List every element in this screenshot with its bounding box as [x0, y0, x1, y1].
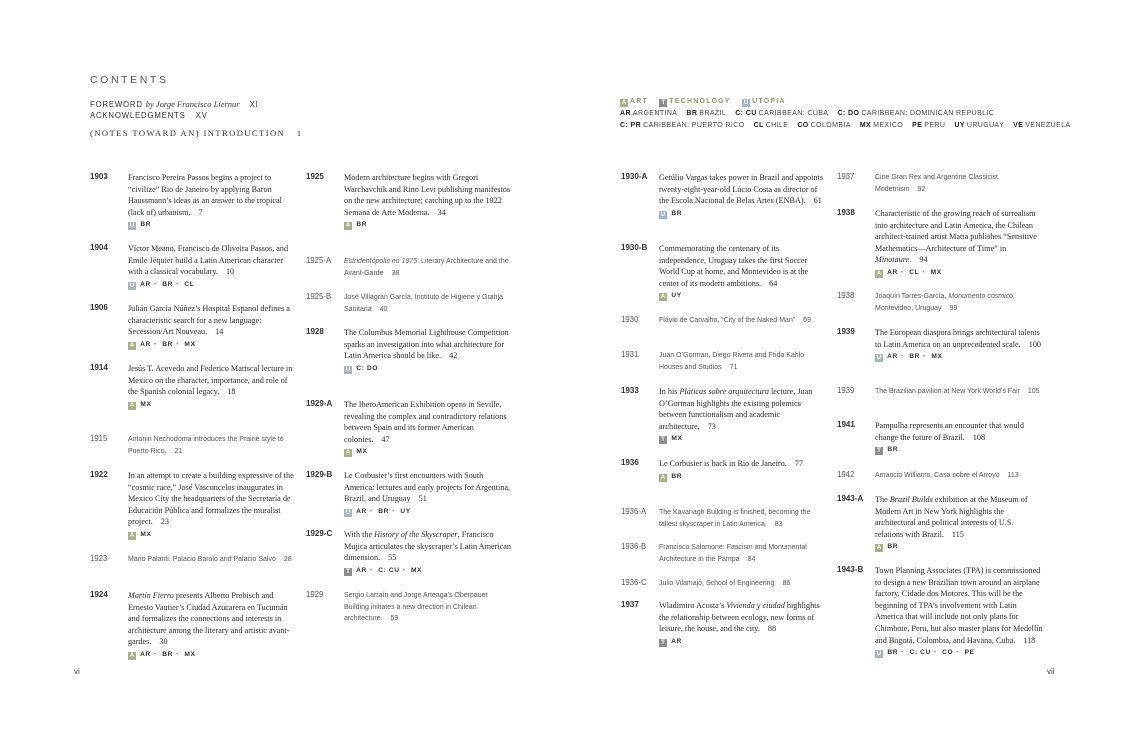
- introduction-line[interactable]: [90, 128, 302, 138]
- entry-page-number: 40: [379, 305, 388, 313]
- country-tag: BR: [885, 543, 899, 551]
- entry-title: The IberoAmerican Exhibition opens in Seville, revealing the complex and contradictory relations between Spain and its former American colonies. 47 A MX: [344, 399, 512, 457]
- entry-year: 1903: [90, 172, 108, 181]
- country-tag: BR: [906, 353, 920, 361]
- introduction-page: 1: [296, 128, 303, 138]
- country-tag: UY: [669, 292, 682, 300]
- entry-italic-title: Monumento cósmico: [948, 293, 1013, 300]
- legend-country-name: CARIBBEAN: CUBA: [758, 110, 829, 117]
- entry-title: The Brazil Builds exhibition at the Museum of Modern Art in New York highlights the architectural and political interests of U.S. relations with Brazil. 115 A BR: [875, 494, 1043, 552]
- entry-italic-title: Brazil Builds: [889, 495, 933, 504]
- entry-tags: [875, 268, 1043, 278]
- entry-tags: [875, 648, 1043, 658]
- foreword-page: XI: [249, 100, 259, 109]
- entry-year: 1936: [621, 458, 639, 467]
- art-icon: A: [129, 651, 135, 659]
- country-tag: MX: [928, 268, 942, 276]
- country-legend-row-1: [620, 110, 1003, 117]
- tag-separator: •: [901, 649, 905, 657]
- entry-tags: [128, 650, 296, 660]
- entry-title: The Columbus Memorial Lighthouse Competition sparks an investigation into what architecture for Latin America should be like. 42 U C: DO: [344, 327, 512, 374]
- country-tag: MX: [354, 448, 368, 456]
- country-tag: MX: [138, 530, 152, 538]
- utopia-icon: U: [876, 354, 882, 362]
- page-number-right: vii: [1047, 667, 1055, 676]
- utopia-icon: U: [345, 508, 351, 516]
- entry-title: Francisco Salamone: Fascism and Monumental Architecture in the Pampa 84: [659, 544, 807, 563]
- art-icon: A: [660, 473, 666, 481]
- entry-tags: [659, 291, 827, 301]
- art-icon: A: [621, 99, 627, 106]
- entry-tags: [344, 447, 512, 457]
- entry-tags: [344, 507, 512, 517]
- entry-title: Pampulha represents an encounter that would change the future of Brazil. 108 T BR: [875, 420, 1043, 455]
- entry-year: 1906: [90, 303, 108, 312]
- entry-year: 1937: [837, 172, 855, 181]
- introduction-label: (NOTES TOWARD AN) INTRODUCTION: [90, 128, 286, 138]
- legend-country-name: URUGUAY: [966, 122, 1005, 129]
- entry-page-number: 18: [227, 387, 236, 397]
- utopia-icon: U: [345, 365, 351, 373]
- entry-tags: [659, 472, 827, 482]
- entry-page-number: 61: [813, 196, 822, 206]
- entry-tags: [659, 434, 827, 444]
- tag-separator: •: [900, 353, 904, 361]
- entry-title: Antonin Nechodoma introduces the Prairie style to Puerto Rico. 21: [128, 436, 284, 455]
- legend-country-name: VENEZUELA: [1025, 122, 1071, 129]
- entry-tags: [344, 220, 512, 230]
- entry-tags: [128, 280, 296, 290]
- tag-separator: •: [369, 507, 373, 515]
- country-tag: MX: [669, 435, 683, 443]
- legend-country: [620, 122, 745, 129]
- tag-separator: •: [176, 340, 179, 348]
- legend-country: [797, 122, 850, 129]
- country-tag: PE: [962, 649, 975, 657]
- entry-page-number: 7: [198, 207, 203, 217]
- foreword-label: FOREWORD: [90, 100, 143, 109]
- entry-page-number: 10: [225, 267, 235, 277]
- art-icon: A: [876, 269, 882, 277]
- entry-page-number: 38: [391, 269, 400, 277]
- entry-year: 1939: [837, 327, 855, 336]
- acknowledgments-label: ACKNOWLEDGMENTS: [90, 111, 186, 120]
- entry-italic-title: Vivienda y ciudad: [726, 601, 785, 610]
- legend-country-name: COLOMBIA: [810, 122, 851, 129]
- legend-utopia: UTOPIA: [752, 98, 786, 105]
- entry-tags: [875, 352, 1043, 362]
- entry-page-number: 88: [767, 624, 777, 634]
- entry-page-number: 51: [418, 494, 427, 504]
- country-legend-row-2: [620, 122, 1080, 129]
- entry-page-number: 83: [774, 520, 783, 528]
- entry-year: 1925-B: [306, 292, 332, 301]
- utopia-icon: U: [129, 281, 135, 289]
- acknowledgments-line[interactable]: [90, 111, 208, 120]
- entry-page-number: 23: [160, 517, 169, 527]
- entry-year: 1943-B: [837, 565, 864, 574]
- entry-page-number: 94: [919, 255, 928, 265]
- entry-year: 1943-A: [837, 494, 864, 503]
- entry-italic-title: Pláticas sobre arquitectura: [679, 387, 769, 396]
- entry-year: 1929-A: [306, 399, 333, 408]
- entry-title: Sergio Larraín and Jorge Arteaga’s Oberpauer Building initiates a new direction in Chilean architecture. 59: [344, 592, 488, 623]
- country-tag: AR: [885, 353, 898, 361]
- country-tag: AR: [138, 280, 151, 288]
- entry-page-number: 55: [388, 553, 397, 563]
- entry-year: 1936-A: [621, 507, 647, 516]
- entry-page-number: 73: [707, 421, 716, 431]
- legend-country: [860, 122, 903, 129]
- country-tag: AR: [138, 340, 151, 348]
- country-tag: C: CU: [375, 566, 400, 574]
- entry-title: Juan O’Gorman, Diego Rivera and Frida Kahlo Houses and Studios 71: [659, 352, 805, 371]
- art-icon: A: [345, 222, 351, 230]
- utopia-icon: U: [743, 99, 749, 106]
- tag-separator: •: [153, 340, 157, 348]
- entry-title: Flávio de Carvalho, “City of the Naked Man” 69: [659, 317, 811, 324]
- art-icon: A: [876, 544, 882, 552]
- entry-page-number: 118: [1023, 635, 1036, 645]
- entry-year: 1938: [837, 208, 855, 217]
- tag-separator: •: [176, 650, 179, 658]
- entry-year: 1933: [621, 386, 639, 395]
- entry-title: In his Pláticas sobre arquitectura lecture, Juan O’Gorman highlights the existing polemics between functionalism and academic architecture. 73 T MX: [659, 386, 827, 444]
- legend-country-code: UY: [954, 122, 965, 129]
- tag-separator: •: [402, 566, 406, 574]
- entry-page-number: 105: [1027, 388, 1040, 395]
- technology-icon: T: [344, 568, 352, 576]
- entry-page-number: 108: [972, 432, 986, 442]
- art-icon: A: [129, 531, 135, 539]
- contents-title: CONTENTS: [90, 74, 169, 86]
- entry-year: 1937: [621, 600, 639, 609]
- foreword-line[interactable]: [90, 99, 259, 109]
- legend-country-name: CARIBBEAN: PUERTO RICO: [643, 122, 745, 129]
- entry-title: With the History of the Skyscraper, Francisco Mujica articulates the skyscraper’s Latin American dimension. 55 T AR • C: CU • MX: [344, 530, 511, 575]
- country-tag: MX: [181, 340, 196, 348]
- entry-year: 1924: [90, 590, 108, 599]
- entry-page-number: 42: [449, 351, 458, 361]
- technology-icon: T: [875, 447, 883, 455]
- entry-page-number: 64: [769, 278, 778, 288]
- entry-year: 1939: [837, 386, 855, 395]
- art-icon: A: [660, 293, 666, 301]
- entry-title: Mario Palanti: Palacio Barolo and Palacio Salvo 28: [128, 556, 292, 563]
- entry-year: 1925-A: [306, 256, 332, 265]
- tag-separator: •: [153, 650, 157, 658]
- country-tag: AR: [669, 637, 682, 645]
- country-tag: MX: [408, 566, 423, 574]
- entry-title: José Villagrán García, Instituto de Higiene y Granja Sanitaria 40: [344, 294, 504, 313]
- entry-title: Martín Fierro presents Alberto Prebisch and Ernesto Vautier’s Ciudad Azucarera en Tucumán and formalizes the connections and interests in architecture among the literary and artistic avant-gardes. 30 A AR • BR • MX: [128, 590, 296, 660]
- technology-icon: T: [659, 639, 667, 647]
- tag-separator: •: [922, 268, 926, 276]
- entry-title: Le Corbusier’s first encounters with South America: lectures and early projects for Argentina, Brazil, and Uruguay 51 U AR • BR • UY: [344, 471, 511, 516]
- entry-year: 1936-C: [621, 578, 647, 587]
- entry-page-number: 84: [747, 555, 756, 563]
- legend-technology: TECHNOLOGY: [669, 98, 731, 105]
- country-tag: CO: [939, 649, 954, 657]
- legend-country-code: BR: [686, 110, 698, 117]
- country-tag: BR: [159, 650, 173, 658]
- entry-year: 1942: [837, 470, 855, 479]
- legend-country-code: C: CU: [735, 110, 757, 117]
- country-tag: BR: [354, 221, 368, 229]
- entry-page-number: 92: [917, 185, 926, 193]
- country-tag: BR: [138, 221, 152, 229]
- entry-tags: [875, 542, 1043, 552]
- entry-year: 1938: [837, 291, 855, 300]
- entry-tags: [128, 400, 296, 410]
- legend-country-code: VE: [1013, 122, 1024, 129]
- entry-tags: [659, 637, 827, 647]
- country-tag: MX: [138, 400, 152, 408]
- legend-country: [686, 110, 726, 117]
- legend-country: [912, 122, 945, 129]
- tag-separator: •: [900, 268, 904, 276]
- country-tag: BR: [159, 280, 173, 288]
- entry-title: Cine Gran Rex and Argentine Classicist Modernism 92: [875, 174, 998, 193]
- tag-separator: •: [392, 507, 395, 515]
- entry-year: 1922: [90, 470, 108, 479]
- art-icon: A: [129, 401, 135, 409]
- entry-page-number: 113: [1007, 472, 1019, 479]
- country-tag: UY: [397, 507, 411, 515]
- technology-icon: T: [659, 99, 667, 107]
- entry-page-number: 99: [949, 304, 958, 312]
- entry-year: 1930: [621, 315, 639, 324]
- legend-country-code: MX: [859, 122, 872, 129]
- legend-country: [620, 110, 677, 117]
- entry-italic-title: History of the Skyscraper: [374, 530, 458, 539]
- tag-separator: •: [923, 353, 926, 361]
- country-tag: BR: [669, 209, 683, 217]
- theme-legend: [620, 98, 795, 107]
- legend-country-name: PERU: [924, 122, 946, 129]
- country-tag: MX: [928, 353, 943, 361]
- utopia-icon: U: [129, 222, 135, 230]
- country-tag: C: CU: [907, 649, 931, 657]
- legend-art: ART: [630, 98, 648, 105]
- art-icon: A: [345, 449, 351, 457]
- legend-country-code: CL: [753, 122, 764, 129]
- entry-title: Modern architecture begins with Gregori Warchavchik and Rino Levi publishing manifestos on the new architecture; catching up to the 1922 Semana de Arte Moderna. 34 A BR: [344, 173, 511, 230]
- entry-page-number: 69: [803, 317, 811, 324]
- entry-italic-title: Minotaure: [875, 255, 910, 265]
- entry-italic-title: Martín Fierro: [128, 591, 174, 600]
- entry-year: 1914: [90, 363, 108, 372]
- entry-year: 1930-A: [621, 172, 648, 181]
- country-tag: AR: [354, 566, 367, 574]
- country-tag: BR: [885, 649, 899, 657]
- entry-title: Town Planning Associates (TPA) is commissioned to design a new Brazilian town around an airplane factory, Cidade dos Motores. This will be the beginning of TPA’s involvement with Latin America that will include not only plans for Chimbote, Peru, but also master plans for Medellín and Bogotá, Colombia, and Havana, Cuba. 118 U BR • C: CU • CO • PE: [875, 566, 1043, 658]
- entry-title: Amancio Williams, Casa sobre el Arroyo 113: [875, 472, 1019, 479]
- entry-tags: [128, 340, 296, 350]
- entry-page-number: 30: [159, 637, 168, 647]
- entry-tags: [344, 566, 512, 576]
- entry-page-number: 14: [215, 327, 224, 337]
- legend-country-name: BRAZIL: [699, 110, 727, 117]
- tag-separator: •: [153, 280, 157, 288]
- entry-title: Getúlio Vargas takes power in Brazil and appoints twenty-eight-year-old Lúcio Costa as director of the Escola Nacional de Belas Artes (ENBA). 61 U BR: [659, 172, 827, 219]
- country-tag: BR: [885, 446, 899, 454]
- country-tag: CL: [906, 268, 920, 276]
- tag-separator: •: [176, 280, 179, 288]
- country-tag: AR: [885, 268, 898, 276]
- entry-page-number: 77: [794, 459, 803, 468]
- tag-separator: •: [956, 649, 960, 657]
- legend-country-name: MEXICO: [873, 122, 904, 129]
- legend-country: [735, 110, 828, 117]
- entry-year: 1925: [306, 172, 324, 181]
- legend-country: [837, 110, 994, 117]
- entry-year: 1904: [90, 243, 108, 252]
- entry-tags: [875, 445, 1043, 455]
- legend-country: [1013, 122, 1070, 129]
- utopia-icon: U: [660, 210, 666, 218]
- entry-title: Le Corbusier is back in Rio de Janeiro. 77 A BR: [659, 458, 827, 482]
- legend-country: [954, 122, 1004, 129]
- entry-title: Francisco Pereira Passos begins a project to “civilize” Rio de Janeiro by applying Baron Haussmann’s ideas as an answer to the tropical (lack of) urbanism. 7 U BR: [128, 172, 296, 230]
- entry-title: Estridentópolis en 1975: Literary Architecture and the Avant-Garde 38: [344, 258, 509, 277]
- entry-tags: [128, 220, 296, 230]
- entry-tags: [659, 209, 827, 219]
- acknowledgments-page: XV: [195, 111, 208, 120]
- country-tag: BR: [375, 507, 389, 515]
- legend-country-code: CO: [797, 122, 809, 129]
- entry-tags: [344, 364, 512, 374]
- entry-year: 1930-B: [621, 243, 648, 252]
- entry-page-number: 21: [174, 447, 183, 455]
- foreword-author: by Jorge Francisco Liernur: [145, 99, 240, 109]
- country-tag: BR: [159, 340, 173, 348]
- legend-country-code: C: PR: [620, 122, 642, 129]
- technology-icon: T: [659, 436, 667, 444]
- legend-country-code: PE: [912, 122, 923, 129]
- country-tag: AR: [354, 507, 367, 515]
- entry-page-number: 28: [283, 556, 292, 563]
- legend-country-code: AR: [620, 110, 631, 117]
- entry-year: 1931: [621, 350, 639, 359]
- entry-year: 1923: [90, 554, 108, 563]
- entry-tags: [128, 530, 296, 540]
- entry-title: In an attempt to create a building expressive of the “cosmic race,” José Vasconcelos inaugurates in Mexico City the headquarters of the Secretaría de Educación Pública and formalizes the muralist project. 23 A MX: [128, 470, 296, 540]
- country-tag: C: DO: [354, 364, 379, 372]
- country-tag: CL: [181, 280, 195, 288]
- tag-separator: •: [933, 649, 937, 657]
- entry-title: Víctor Meano, Francisco de Oliveira Passos, and Emile Jéquier build a Latin American character with a classical vocabulary. 10 U AR • BR • CL: [128, 243, 296, 290]
- entry-title: Commemorating the centenary of its independence, Uruguay takes the first Soccer World Cup at home, and Montevideo is at the center of its modern ambitions. 64 A UY: [659, 243, 827, 301]
- entry-page-number: 86: [782, 580, 791, 587]
- entry-title: Characteristic of the growing reach of surrealism into architecture and Latin America, the Chilean architect-trained artist Matta publishes “Sensitive Mathematics—Architecture of Time” in Minotaure. 94 A AR • CL • MX: [875, 208, 1043, 278]
- entry-title: Jesús T. Acevedo and Federico Mariscal lecture in Mexico on the character, importance, and role of the Spanish colonial legacy. 18 A MX: [128, 363, 296, 410]
- entry-year: 1928: [306, 327, 324, 336]
- entry-title: The Brazilian pavilion at New York World’s Fair 105: [875, 388, 1040, 395]
- art-icon: A: [129, 341, 135, 349]
- legend-country-code: C: DO: [837, 110, 860, 117]
- legend-country-name: CHILE: [765, 122, 789, 129]
- entry-year: 1929: [306, 590, 324, 599]
- entry-year: 1915: [90, 434, 108, 443]
- page-number-left: vi: [74, 667, 80, 676]
- entry-title: Wladimiro Acosta’s Vivienda y ciudad highlights the relationship between ecology, new forms of leisure, the house, and the city. 88 T AR: [659, 600, 827, 647]
- entry-page-number: 115: [951, 529, 964, 539]
- entry-page-number: 59: [390, 615, 399, 623]
- legend-country: [754, 122, 789, 129]
- entry-italic-title: Estridentópolis en 1975: [344, 258, 418, 265]
- entry-title: The Kavanagh Building is finished, becoming the tallest skyscraper in Latin America. 83: [659, 509, 811, 528]
- country-tag: BR: [669, 472, 683, 480]
- legend-country-name: ARGENTINA: [632, 110, 678, 117]
- entry-title: Julio Vilamajó, School of Engineering 86: [659, 580, 791, 587]
- entry-page-number: 34: [437, 207, 446, 217]
- country-tag: AR: [138, 650, 151, 658]
- entry-page-number: 47: [381, 434, 390, 444]
- entry-page-number: 100: [1028, 339, 1042, 349]
- entry-year: 1936-B: [621, 542, 647, 551]
- entry-year: 1929-C: [306, 529, 333, 538]
- entry-year: 1929-B: [306, 470, 333, 479]
- entry-year: 1941: [837, 420, 855, 429]
- entry-title: Julián García Núñez’s Hospital Espanol defines a characteristic search for a new language: Secession/Art Nouveau. 14 A AR • BR • MX: [128, 303, 296, 350]
- country-tag: MX: [181, 650, 196, 658]
- legend-country-name: CARIBBEAN: DOMINICAN REPUBLIC: [861, 110, 995, 117]
- entry-title: Joaquín Torres-García, Monumento cósmico, Montevideo, Uruguay 99: [875, 293, 1015, 312]
- entry-title: The European diaspora brings architectural talents to Latin America on an unprecedented scale. 100 U AR • BR • MX: [875, 328, 1042, 362]
- utopia-icon: U: [876, 650, 882, 658]
- tag-separator: •: [369, 566, 373, 574]
- entry-page-number: 71: [729, 363, 738, 371]
